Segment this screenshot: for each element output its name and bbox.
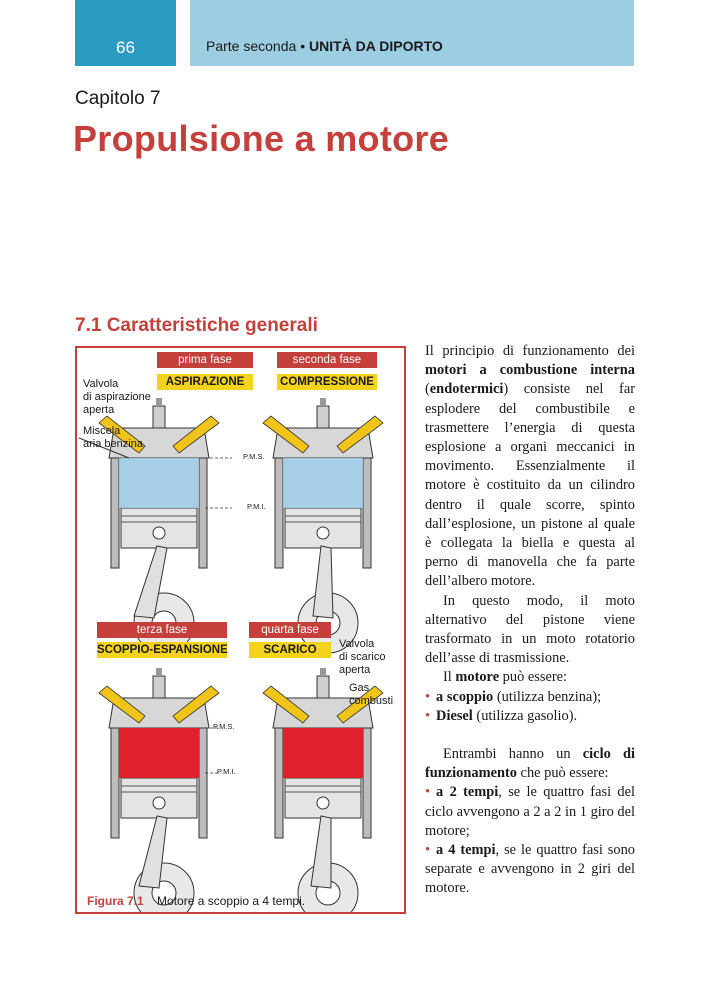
figure-engine-cycle (75, 346, 406, 914)
list-item: • Diesel (utilizza gasolio). (425, 707, 578, 724)
phase-2-name: COMPRESSIONE (277, 374, 377, 390)
phase-3-label: terza fase (97, 622, 227, 638)
section-title: 7.1 Caratteristiche generali (75, 315, 318, 336)
paragraph-4: Entrambi hanno un ciclo di funzionamento che può essere: (425, 746, 635, 782)
annotation-mixture: Miscela aria benzina (83, 425, 143, 450)
chapter-title: Propulsione a motore (73, 118, 450, 159)
figure-caption-label: Figura 7.1 (87, 894, 144, 908)
pmi-label-top: P.M.I. (247, 502, 266, 511)
page-number: 66 (75, 0, 176, 66)
figure-caption-text: Motore a scoppio a 4 tempi. (157, 894, 306, 908)
annotation-gas: Gas combusti (349, 682, 394, 707)
list-item: • a scoppio (utilizza benzina); (425, 688, 602, 705)
phase-1-label: prima fase (157, 352, 253, 368)
annotation-exhaust-valve: Valvola di scarico aperta (339, 638, 386, 676)
paragraph-3: Il motore può essere: (443, 669, 568, 686)
list-item: • a 2 tempi, se le quattro fasi del ciclo avvengono a 2 a 2 in 1 giro del motore; (425, 784, 635, 839)
list-item: • a 4 tempi, se le quattro fasi sono separate e avvengono in 2 giri del motore. (425, 842, 635, 897)
phase-1-name: ASPIRAZIONE (157, 374, 253, 390)
phase-4-name: SCARICO (249, 642, 331, 658)
chapter-label: Capitolo 7 (75, 88, 161, 109)
pms-label-top: P.M.S. (243, 452, 265, 461)
running-header (190, 0, 634, 66)
phase-4-label: quarta fase (249, 622, 331, 638)
figure-caption (87, 894, 305, 908)
header-part: Parte seconda (206, 38, 297, 54)
paragraph-1: Il principio di funzionamento dei motori a combustione interna (endotermici) consiste nel far esplodere del combustibile e trasmettere l’energia di questa esplosione a organi meccanici in movimento. Essenzialmente il motore è costituito da un cilindro dentro il quale scorre, spinto dall’esplosione, un pistone al quale è collegata la biella e questa al perno di manovella che fa parte dell’albero motore. (425, 343, 635, 590)
header-bullet: • (300, 38, 306, 54)
header-unit: UNITÀ DA DIPORTO (308, 38, 443, 54)
pmi-label-bottom: P.M.I. (217, 767, 236, 776)
annotation-intake-valve: Valvola di aspirazione aperta (83, 378, 151, 416)
body-text (425, 342, 635, 899)
phase-2-label: seconda fase (277, 352, 377, 368)
pms-label-bottom: P.M.S. (213, 722, 235, 731)
paragraph-2: In questo modo, il moto alternativo del pistone viene trasformato in un moto rotatorio dell’asse di trasmissione. (425, 592, 635, 667)
phase-3-name: SCOPPIO-ESPANSIONE (97, 644, 228, 656)
